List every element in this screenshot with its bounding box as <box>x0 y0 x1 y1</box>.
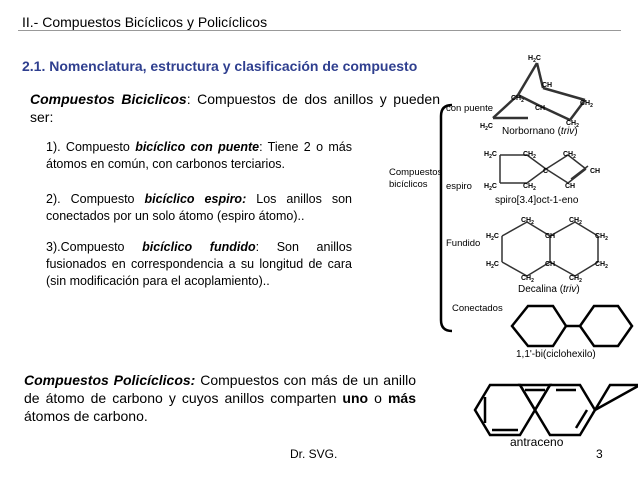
svg-text:CH: CH <box>545 261 556 268</box>
group-brace <box>441 105 452 331</box>
bicyclic-item-2: 2). Compuesto bicíclico espiro: Los anillos son conectados por un solo átomo (espiro átomo).. <box>46 192 352 223</box>
svg-text:CH: CH <box>535 105 546 112</box>
svg-text:CH2: $CH_2$ <box>521 217 534 226</box>
bicyclic-term: Compuestos Biciclicos <box>30 91 187 107</box>
norbornane-labels <box>480 55 593 132</box>
bicyclic-item-1: 1). Compuesto bicíclico con puente: Tiene 2 o más átomos en común, con carbonos terciarios. <box>46 140 352 171</box>
branch-espiro: espiro <box>446 181 472 192</box>
decalin-name: Decalina (triv) <box>518 284 580 295</box>
svg-text:CH: CH <box>545 233 556 240</box>
svg-text:CH2: $CH_2$ <box>563 151 576 160</box>
spiro-name: spiro[3.4]oct-1-eno <box>495 195 579 206</box>
svg-text:CH2: $CH_2$ <box>523 151 536 160</box>
svg-text:CH2: $CH_2$ <box>511 95 524 104</box>
svg-text:C: C <box>543 168 549 175</box>
svg-text:H2C: $H_2C$ <box>484 151 497 160</box>
svg-text:H2C: $H_2C$ <box>484 183 497 192</box>
svg-text:H2C: $H_2C$ <box>480 123 493 132</box>
branch-fundido: Fundido <box>446 238 481 249</box>
polycyclic-definition: Compuestos Policíclicos: Compuestos con más de un anillo de átomo de carbono y cuyos anillos comparten uno o más átomos de carbono. <box>24 372 416 424</box>
svg-text:H2C: $H_2C$ <box>486 261 499 270</box>
svg-text:CH2: $CH_2$ <box>595 261 608 270</box>
anthracene-name: antraceno <box>510 435 564 449</box>
polycyclic-term: Compuestos Policíclicos: <box>24 372 196 388</box>
section-subtitle: 2.1. Nomenclatura, estructura y clasificación de compuesto <box>22 58 418 74</box>
bicyclohexyl-structure <box>512 306 632 346</box>
svg-text:CH2: $CH_2$ <box>569 217 582 226</box>
page-number: 3 <box>596 447 603 461</box>
branch-conectados: Conectados <box>452 303 503 314</box>
svg-text:CH2: $CH_2$ <box>569 275 582 284</box>
decalin-labels <box>486 217 608 284</box>
anthracene-structure <box>475 385 638 435</box>
footer-author: Dr. SVG. <box>290 447 338 461</box>
svg-text:CH2: $CH_2$ <box>580 100 593 109</box>
branch-puente: con puente <box>446 103 494 114</box>
bicyclohexyl-name: 1,1'-bi(ciclohexilo) <box>516 349 596 360</box>
svg-text:H2C: $H_2C$ <box>528 55 541 64</box>
norbornane-name: Norbornano (triv) <box>502 126 578 137</box>
svg-text:CH: CH <box>565 183 576 190</box>
svg-text:CH2: $CH_2$ <box>523 183 536 192</box>
bicyclic-item-3: 3).Compuesto bicíclico fundido: Son anillos fusionados en correspondencia a su longitud de cara (sin modificación para el acoplamiento).. <box>46 240 352 288</box>
svg-text:CH: CH <box>542 82 553 89</box>
svg-text:CH2: $CH_2$ <box>595 233 608 242</box>
svg-text:CH2: $CH_2$ <box>566 120 579 129</box>
slide-title: II.- Compuestos Bicíclicos y Policíclicos <box>22 14 268 30</box>
bicyclic-desc: : Compuestos de dos anillos y pueden ser: <box>30 91 440 125</box>
svg-text:H2C: $H_2C$ <box>486 233 499 242</box>
group-label: Compuestos bicíclicos <box>389 167 443 190</box>
svg-text:CH: CH <box>590 168 601 175</box>
svg-text:CH2: $CH_2$ <box>521 275 534 284</box>
